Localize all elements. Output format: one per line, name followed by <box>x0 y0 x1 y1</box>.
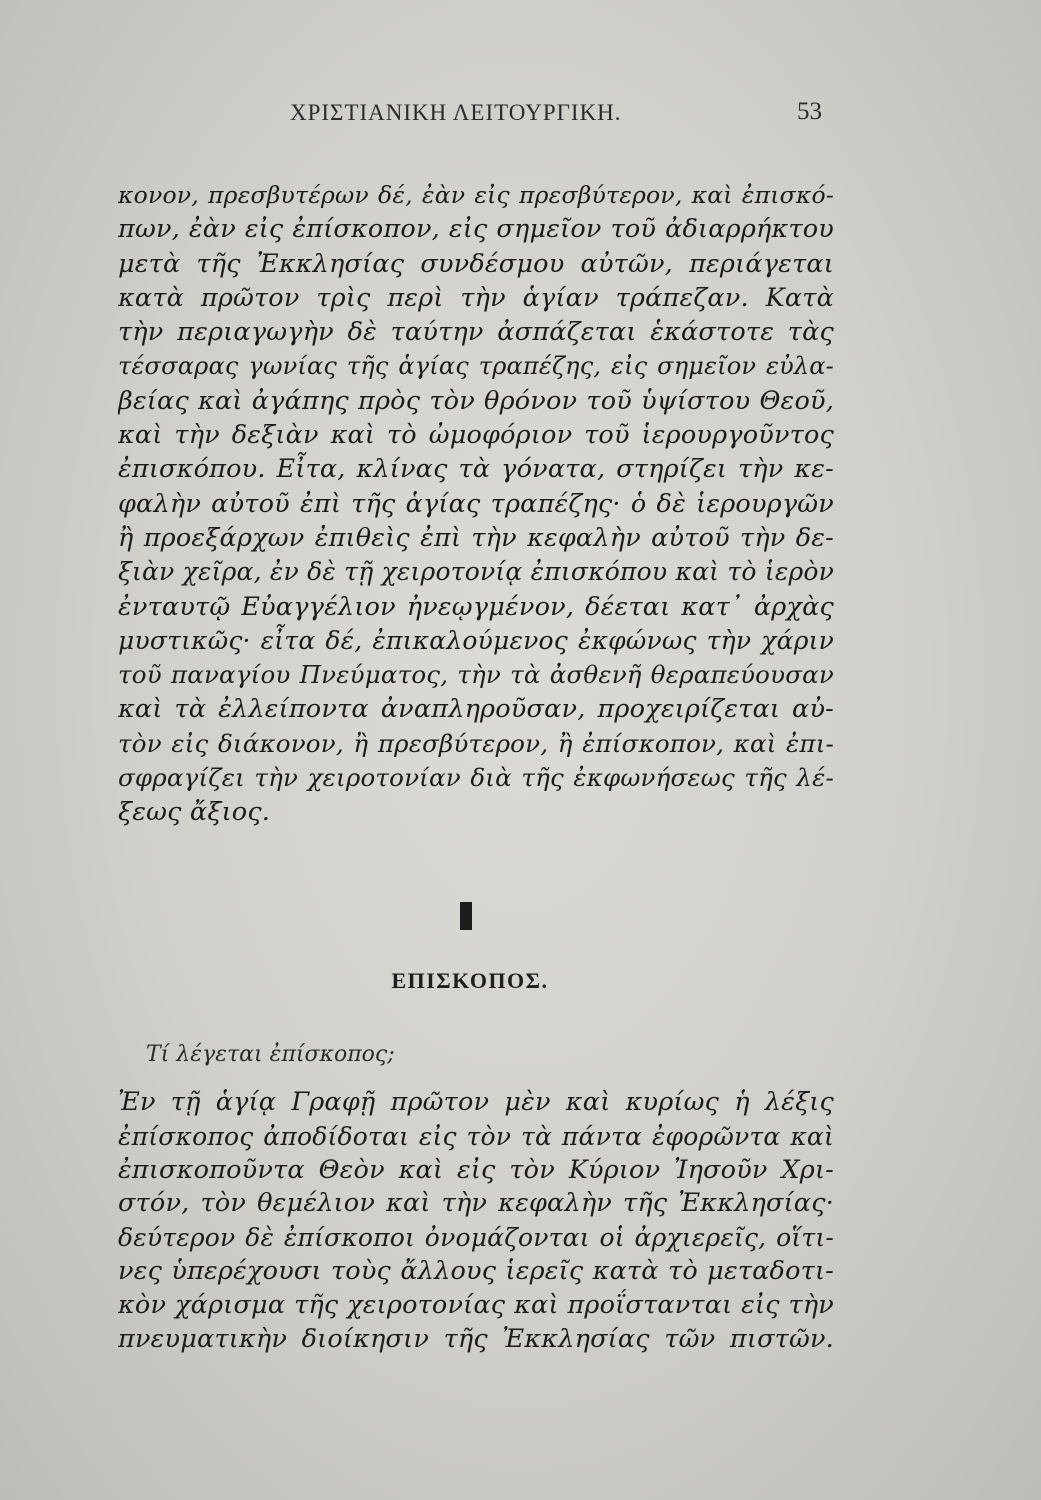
text-line: μυστικῶς· εἶτα δέ, ἐπικαλούμενος ἐκφώνως τὴν χάριν <box>118 625 834 655</box>
text-line: κονον, πρεσβυτέρων δέ, ἐὰν εἰς πρεσβύτερον, καὶ ἐπισκό- <box>118 181 834 209</box>
text-line: τὴν περιαγωγὴν δὲ ταύτην ἀσπάζεται ἑκάστοτε τὰς <box>118 317 834 348</box>
running-title: ΧΡΙΣΤΙΑΝΙΚΗ ΛΕΙΤΟΥΡΓΙΚΗ. <box>290 100 622 125</box>
text-line: δεύτερον δὲ ἐπίσκοποι ὀνομάζονται οἱ ἀρχιερεῖς, οἵτι- <box>118 1223 834 1253</box>
text-line: ξεως ἄξιος. <box>118 797 271 828</box>
section-ornament <box>460 902 472 930</box>
page-number: 53 <box>797 98 822 125</box>
section-question: Τί λέγεται ἐπίσκοπος; <box>146 1042 395 1067</box>
text-line: ἐπίσκοπος ἀποδίδοται εἰς τὸν τὰ πάντα ἐφορῶντα καὶ <box>118 1121 834 1151</box>
text-line: ἐπισκοποῦντα Θεὸν καὶ εἰς τὸν Κύριον Ἰησοῦν Χρι- <box>118 1154 834 1185</box>
text-line: στόν, τὸν θεμέλιον καὶ τὴν κεφαλὴν τῆς Ἐκκλησίας· <box>118 1188 834 1219</box>
text-line: φαλὴν αὐτοῦ ἐπὶ τῆς ἁγίας τραπέζης· ὁ δὲ ἱερουργῶν <box>118 488 834 519</box>
text-line: ξιὰν χεῖρα, ἐν δὲ τῇ χειροτονίᾳ ἐπισκόπου καὶ τὸ ἱερὸν <box>118 557 834 587</box>
text-line: πων, ἐὰν εἰς ἐπίσκοπον, εἰς σημεῖον τοῦ ἀδιαρρήκτου <box>118 214 834 245</box>
text-line: Ἐν τῇ ἁγίᾳ Γραφῇ πρῶτον μὲν καὶ κυρίως ἡ λέξις <box>118 1087 834 1117</box>
text-line: μετὰ τῆς Ἐκκλησίας συνδέσμου αὐτῶν, περιάγεται <box>118 248 834 279</box>
text-line: κὸν χάρισμα τῆς χειροτονίας καὶ προΐστανται εἰς τὴν <box>118 1289 834 1320</box>
text-line: καὶ τὰ ἐλλείποντα ἀναπληροῦσαν, προχειρίζεται αὐ- <box>118 694 834 725</box>
section-heading: ΕΠΙΣΚΟΠΟΣ. <box>391 968 549 993</box>
text-line: τοῦ παναγίου Πνεύματος, τὴν τὰ ἀσθενῆ θεραπεύουσαν <box>118 660 834 690</box>
text-line: τέσσαρας γωνίας τῆς ἁγίας τραπέζης, εἰς σημεῖον εὐλα- <box>118 352 834 381</box>
text-line: σφραγίζει τὴν χειροτονίαν διὰ τῆς ἐκφωνήσεως τῆς λέ- <box>118 763 834 793</box>
text-line: τὸν εἰς διάκονον, ἢ πρεσβύτερον, ἢ ἐπίσκοπον, καὶ ἐπι- <box>118 728 834 758</box>
text-line: νες ὑπερέχουσι τοὺς ἄλλους ἱερεῖς κατὰ τὸ μεταδοτι- <box>118 1255 834 1286</box>
text-line: κατὰ πρῶτον τρὶς περὶ τὴν ἁγίαν τράπεζαν. Κατὰ <box>118 282 834 313</box>
page-header <box>290 92 830 132</box>
text-line: βείας καὶ ἀγάπης πρὸς τὸν θρόνον τοῦ ὑψίστου Θεοῦ, <box>118 385 834 416</box>
answer-paragraph <box>118 1086 834 1356</box>
text-line: ἢ προεξάρχων ἐπιθεὶς ἐπὶ τὴν κεφαλὴν αὐτοῦ τὴν δε- <box>118 522 834 553</box>
text-line: καὶ τὴν δεξιὰν καὶ τὸ ὠμοφόριον τοῦ ἱερουργοῦντος <box>118 420 834 451</box>
text-line: ἐπισκόπου. Εἶτα, κλίνας τὰ γόνατα, στηρίζει τὴν κε- <box>118 454 834 485</box>
text-line: ἐνταυτῷ Εὐαγγέλιον ἠνεῳγμένον, δέεται κατ᾽ ἀρχὰς <box>118 591 834 622</box>
text-line: πνευματικὴν διοίκησιν τῆς Ἐκκλησίας τῶν πιστῶν. <box>118 1323 834 1354</box>
body-paragraph <box>118 178 834 830</box>
